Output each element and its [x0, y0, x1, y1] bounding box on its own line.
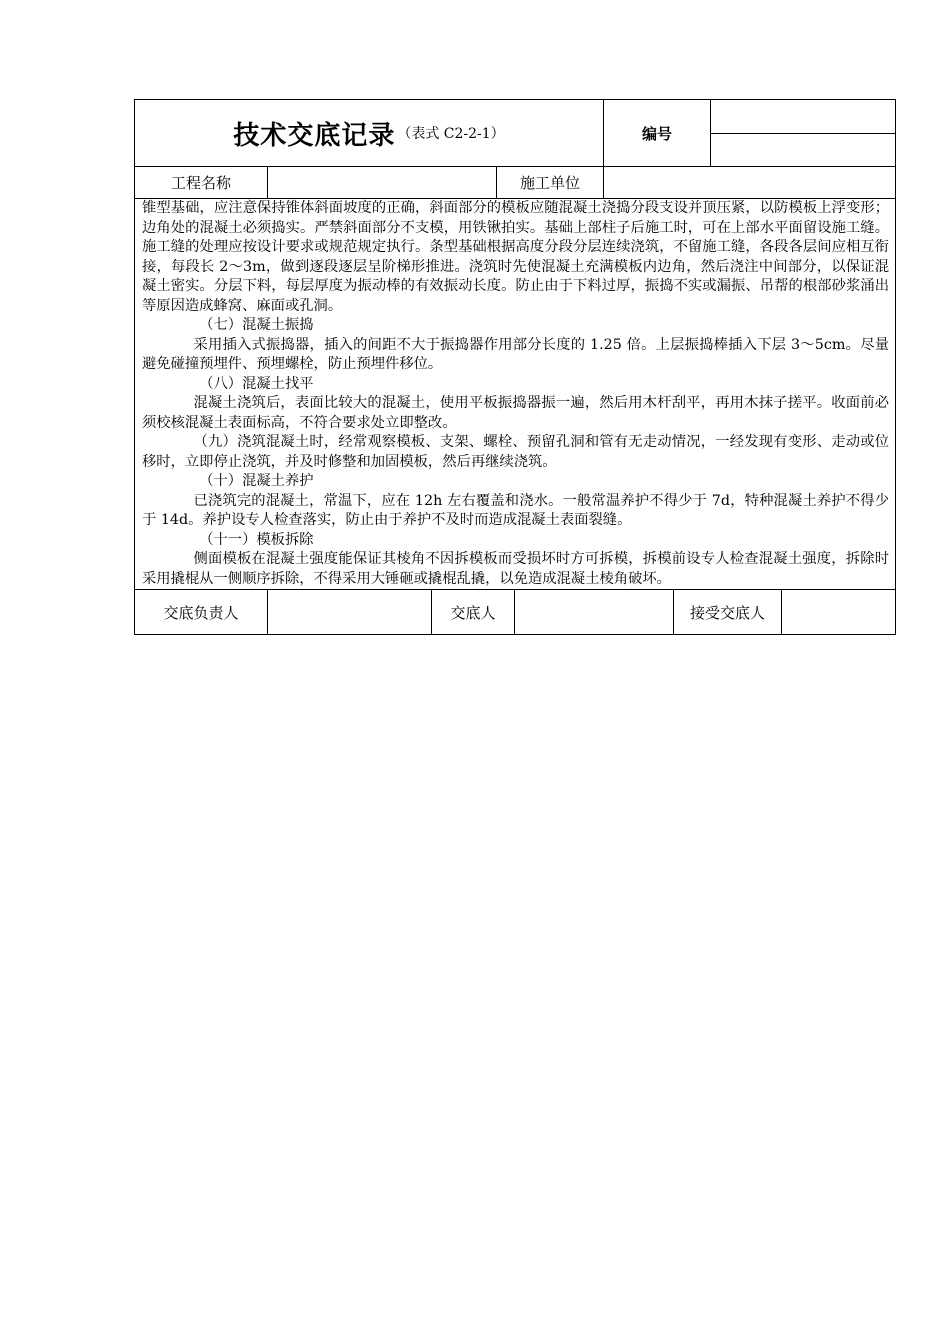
paragraph-leveling: 混凝土浇筑后，表面比较大的混凝土，使用平板振捣器振一遍，然后用木杆刮平，再用木抹子搓平。收面前必须校核混凝土表面标高，不符合要求处立即整改。 [142, 395, 889, 431]
form-title-cell [135, 100, 604, 166]
responsible-label: 交底负责人 [135, 590, 268, 634]
number-value-field-1[interactable] [711, 100, 895, 134]
receiver-field[interactable] [782, 590, 895, 634]
signature-row [134, 590, 896, 635]
construction-unit-field[interactable] [604, 167, 895, 198]
paragraph-formwork-removal: 侧面模板在混凝土强度能保证其棱角不因拆模板而受损坏时方可拆模，拆模前设专人检查混凝土强度，拆除时采用撬棍从一侧顺序拆除，不得采用大锤砸或撬棍乱撬，以免造成混凝土棱角破坏。 [142, 551, 889, 587]
paragraph-vibration: 采用插入式振捣器，插入的间距不大于振捣器作用部分长度的 1.25 倍。上层振捣棒插入下层 3～5cm。尽量避免碰撞预埋件、预埋螺栓，防止预埋件移位。 [142, 336, 889, 372]
receiver-label: 接受交底人 [674, 590, 782, 634]
heading-formwork-removal: （十一）模板拆除 [199, 531, 314, 548]
heading-vibration: （七）混凝土振捣 [199, 317, 314, 333]
paragraph-base-pouring: 锥型基础，应注意保持锥体斜面坡度的正确，斜面部分的模板应随混凝土浇捣分段支设并顶压紧，以防模板上浮变形；边角处的混凝土必须捣实。严禁斜面部分不支模，用铁锹拍实。基础上部柱子后施工时，可在上部水平面留设施工缝。施工缝的处理应按设计要求或规范规定执行。条型基础根据高度分段分层连续浇筑，不留施工缝，各段各层间应相互衔接，每段长 2～3m，做到逐段逐层呈阶梯形推进。浇筑时先使混凝土充满模板内边角，然后浇注中间部分，以保证混凝土密实。分层下料，每层厚度为振动棒的有效振动长度。防止由于下料过厚，振捣不实或漏振、吊帮的根部砂浆涌出等原因造成蜂窝、麻面或孔洞。 [142, 200, 889, 314]
number-value-cell [711, 100, 895, 166]
responsible-field[interactable] [268, 590, 432, 634]
paragraph-curing: 已浇筑完的混凝土，常温下，应在 12h 左右覆盖和浇水。一般常温养护不得少于 7d，特种混凝土养护不得少于 14d。养护设专人检查落实，防止由于养护不及时而造成混凝土表面裂缝。 [142, 492, 889, 528]
project-name-field[interactable] [268, 167, 497, 198]
info-row [134, 167, 896, 199]
form-code: （表式 C2-2-1） [397, 126, 505, 142]
form-header [134, 99, 896, 167]
disclosure-content [134, 199, 896, 590]
technical-disclosure-form [134, 99, 896, 635]
project-name-label: 工程名称 [135, 167, 268, 198]
number-value-field-2[interactable] [711, 134, 895, 166]
discloser-field[interactable] [515, 590, 674, 634]
heading-leveling: （八）混凝土找平 [199, 375, 314, 392]
number-label: 编号 [604, 100, 711, 166]
discloser-label: 交底人 [432, 590, 515, 634]
paragraph-formwork-inspection: （九）浇筑混凝土时，经常观察模板、支架、螺栓、预留孔洞和管有无走动情况，一经发现有变形、走动或位移时，立即停止浇筑，并及时修整和加固模板，然后再继续浇筑。 [142, 434, 889, 470]
form-title: 技术交底记录 [233, 120, 396, 151]
heading-curing: （十）混凝土养护 [199, 473, 314, 489]
construction-unit-label: 施工单位 [497, 167, 604, 198]
